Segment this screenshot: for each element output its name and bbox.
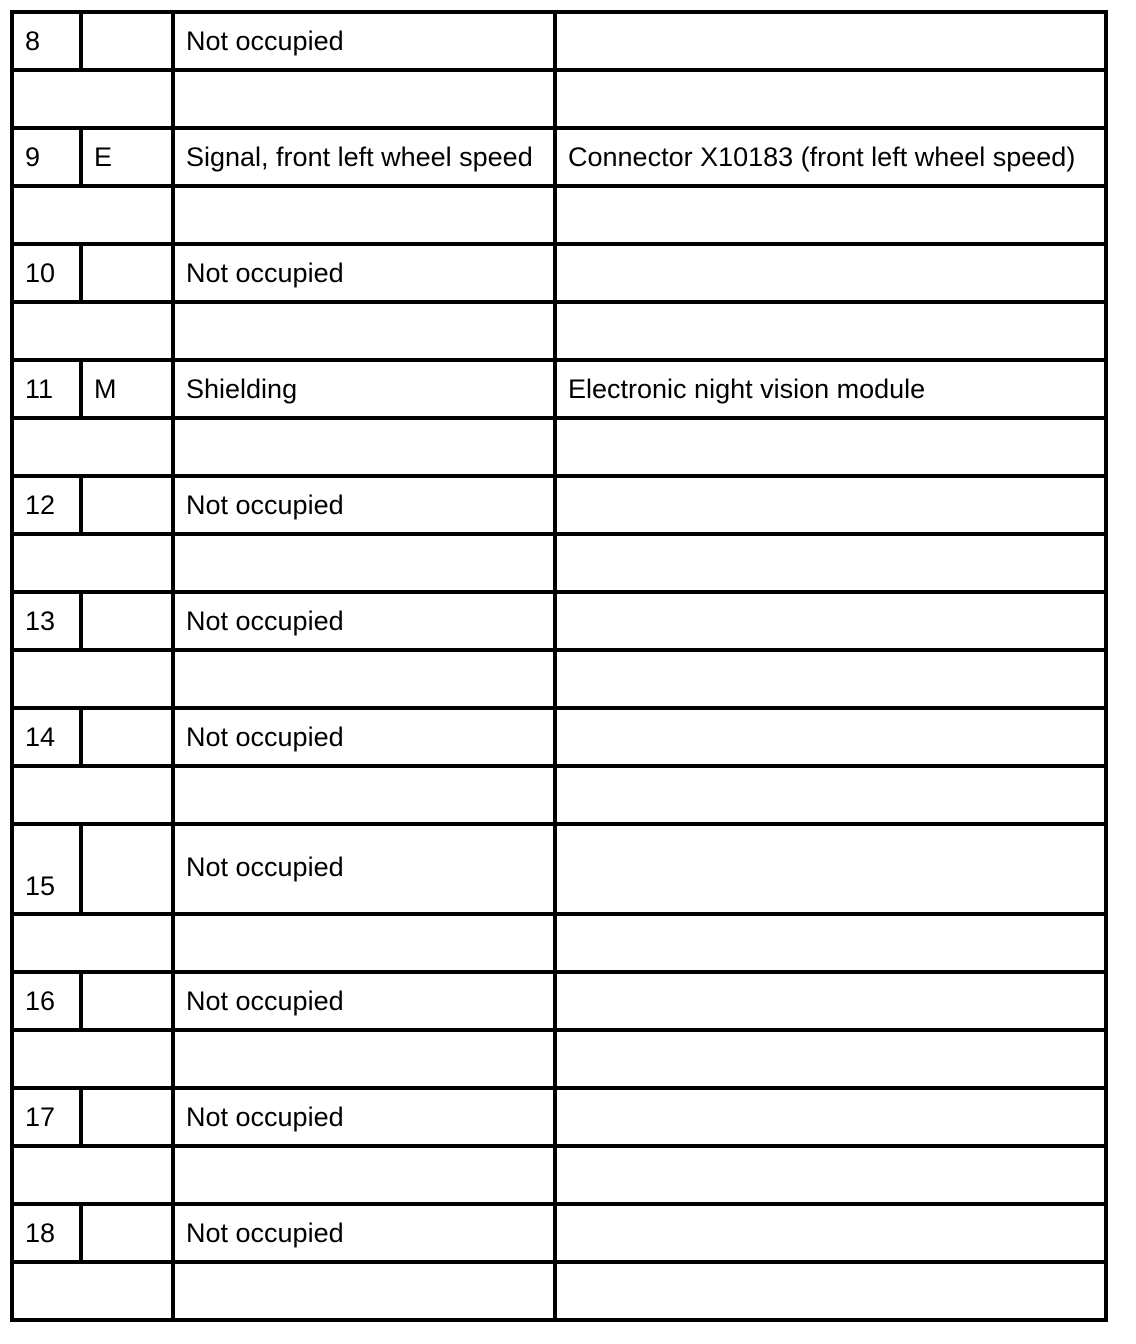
pin-number: 13 (12, 592, 81, 650)
pin-function: Not occupied (173, 972, 555, 1030)
pin-function: Not occupied (173, 1204, 555, 1262)
spacer-row (12, 914, 1106, 972)
table-row (12, 244, 1106, 302)
pin-connection: Electronic night vision module (555, 360, 1106, 418)
table-row (12, 972, 1106, 1030)
pin-type (81, 592, 173, 650)
pin-type: M (81, 360, 173, 418)
table-row (12, 1204, 1106, 1262)
table-row (12, 12, 1106, 70)
pin-function: Not occupied (173, 244, 555, 302)
pin-assignment-table (10, 10, 1108, 1322)
pin-number: 9 (12, 128, 81, 186)
pin-number: 15 (12, 824, 81, 914)
spacer-row (12, 650, 1106, 708)
pin-function: Not occupied (173, 1088, 555, 1146)
spacer-row (12, 1146, 1106, 1204)
pin-type (81, 824, 173, 914)
table-row (12, 708, 1106, 766)
pin-type (81, 244, 173, 302)
pin-type (81, 972, 173, 1030)
pin-connection (555, 1088, 1106, 1146)
spacer-row (12, 534, 1106, 592)
pin-number: 14 (12, 708, 81, 766)
spacer-row (12, 1262, 1106, 1320)
pin-number: 8 (12, 12, 81, 70)
spacer-row (12, 418, 1106, 476)
pin-number: 18 (12, 1204, 81, 1262)
pin-number: 12 (12, 476, 81, 534)
pin-number: 17 (12, 1088, 81, 1146)
table-row (12, 824, 1106, 914)
pin-connection (555, 12, 1106, 70)
pin-type: E (81, 128, 173, 186)
pin-function: Not occupied (173, 476, 555, 534)
pin-connection: Connector X10183 (front left wheel speed) (555, 128, 1106, 186)
pin-function: Not occupied (173, 708, 555, 766)
pin-number: 11 (12, 360, 81, 418)
pin-connection (555, 708, 1106, 766)
pin-type (81, 1088, 173, 1146)
pin-function: Not occupied (173, 592, 555, 650)
table-row (12, 476, 1106, 534)
pin-number: 16 (12, 972, 81, 1030)
spacer-row (12, 302, 1106, 360)
pin-connection (555, 1204, 1106, 1262)
pin-connection (555, 824, 1106, 914)
pin-type (81, 476, 173, 534)
pin-connection (555, 244, 1106, 302)
pin-type (81, 12, 173, 70)
pin-function: Signal, front left wheel speed (173, 128, 555, 186)
pin-number: 10 (12, 244, 81, 302)
pin-function: Not occupied (173, 12, 555, 70)
table-row (12, 360, 1106, 418)
table-row (12, 128, 1106, 186)
table-row (12, 1088, 1106, 1146)
spacer-row (12, 766, 1106, 824)
spacer-row (12, 70, 1106, 128)
pin-connection (555, 476, 1106, 534)
pin-type (81, 708, 173, 766)
spacer-row (12, 1030, 1106, 1088)
pin-connection (555, 972, 1106, 1030)
table-row (12, 592, 1106, 650)
spacer-row (12, 186, 1106, 244)
pin-function: Not occupied (173, 824, 555, 914)
pin-type (81, 1204, 173, 1262)
pin-function: Shielding (173, 360, 555, 418)
pin-connection (555, 592, 1106, 650)
